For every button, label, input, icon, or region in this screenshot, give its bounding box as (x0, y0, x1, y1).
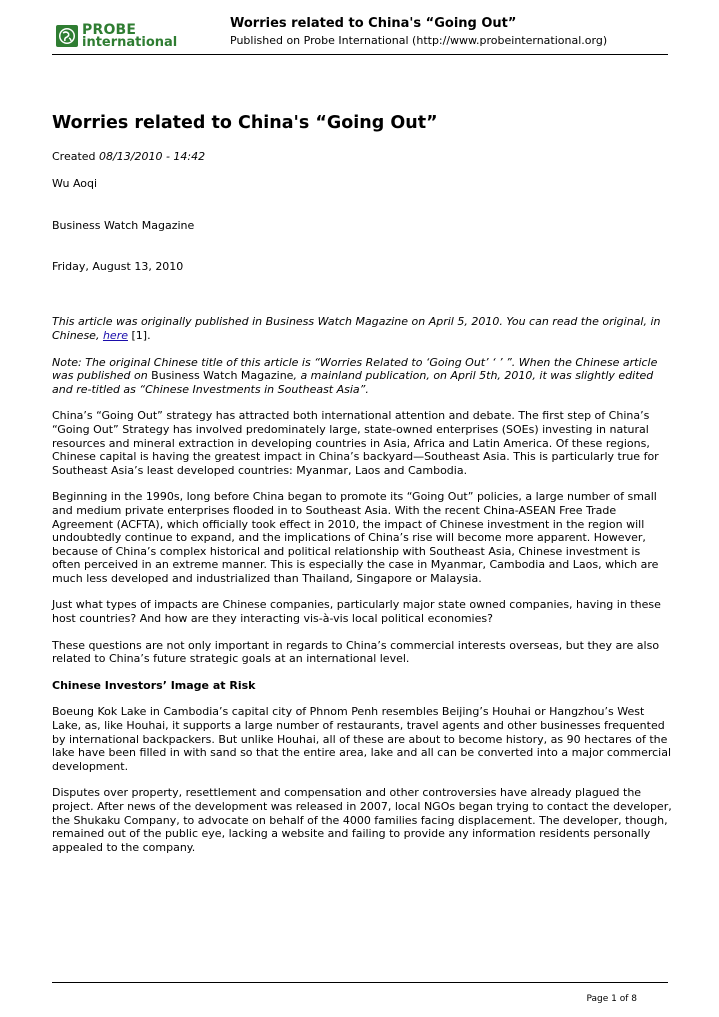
globe-icon (56, 25, 78, 47)
probe-international-logo[interactable] (56, 23, 196, 53)
note-publication: Business Watch Magazine (151, 369, 294, 383)
body-paragraph-1: China’s “Going Out” strategy has attracted both international attention and debate. The first step of China’s “Going Out” Strategy has involved predominately large, state-owned enterprises (SOEs) investing in natural resources and mineral extraction in developing countries in Asia, Africa and Latin America. Of these regions, Chinese capital is having the greatest impact in China’s backyard—Southeast Asia. This is particularly true for Southeast Asia’s least developed countries: Myanmar, Laos and Cambodia. (52, 409, 659, 477)
original-article-link[interactable]: here (102, 328, 128, 342)
body-paragraph-3: Just what types of impacts are Chinese companies, particularly major state owned companies, having in these host countries? And how are they interacting vis-à-vis local political economies? (52, 598, 661, 626)
body-paragraph-4: These questions are not only important in regards to China’s commercial interests overseas, but they are also related to China’s future strategic goals at an international level. (52, 638, 660, 666)
footer-divider (52, 982, 668, 983)
publication-date: Friday, August 13, 2010 (52, 259, 184, 273)
logo-text-international: international (82, 35, 178, 50)
note-text-1: Note: The original Chinese title of this article is “Worries Related to ‘Going Out’ ‘ ’ ”. When the Chinese article was published on (52, 355, 658, 383)
intro-reference: [1]. (131, 328, 151, 342)
article-content (52, 112, 672, 854)
note-text-2: , a mainland publication, on April 5th, 2010, it was slightly edited and re-titled as “Chinese Investments in Southeast Asia”. (52, 369, 654, 396)
author: Wu Aoqi (52, 176, 98, 190)
intro-text: This article was originally published in Business Watch Magazine on April 5, 2010. You can read the original, in Chinese, (52, 315, 661, 342)
created-label: Created (52, 150, 96, 163)
page-number: Page 1 of 8 (586, 994, 637, 1004)
note-paragraph (52, 356, 672, 397)
logo-text-probe: PROBE (82, 22, 137, 38)
page-header (52, 12, 668, 55)
body-paragraph-6: Disputes over property, resettlement and compensation and other controversies have already plagued the project. After news of the development was released in 2007, local NGOs began trying to contact the developer, the Shukaku Company, to advocate on behalf of the 4000 families facing displacement. The developer, though, remained out of the public eye, lacking a website and failing to provide any information residents personally appealed to the company. (52, 786, 672, 854)
created-date: 08/13/2010 - 14:42 (99, 150, 206, 163)
article-title: Worries related to China's “Going Out” (52, 113, 438, 133)
header-published-line: Published on Probe International (http://www.probeinternational.org) (230, 34, 608, 47)
body-paragraph-2: Beginning in the 1990s, long before China began to promote its “Going Out” policies, a large number of small and medium private enterprises flooded in to Southeast Asia. With the recent China-ASEAN Free Trade Agreement (ACFTA), which officially took effect in 2010, the impact of Chinese investment in the region will undoubtedly continue to expand, and the implications of China’s rise will become more apparent. However, because of China’s complex historical and political relationship with Southeast Asia, Chinese investment is often perceived in an extreme manner. This is especially the case in Myanmar, Cambodia and Laos, which are much less developed and industrialized than Thailand, Singapore or Malaysia. (52, 490, 659, 585)
intro-paragraph (52, 315, 672, 342)
body-paragraph-5: Boeung Kok Lake in Cambodia’s capital city of Phnom Penh resembles Beijing’s Houhai or Hangzhou’s West Lake, as, like Houhai, it supports a large number of restaurants, travel agents and other businesses frequented by international backpackers. But unlike Houhai, all of these are about to become history, as 90 hectares of the lake have been filled in with sand so that the entire area, lake and all can be converted into a major commercial development. (52, 705, 672, 773)
publication-name: Business Watch Magazine (52, 219, 195, 233)
header-title: Worries related to China's “Going Out” (230, 16, 517, 31)
section-subheading: Chinese Investors’ Image at Risk (52, 678, 256, 692)
created-line (52, 150, 672, 164)
